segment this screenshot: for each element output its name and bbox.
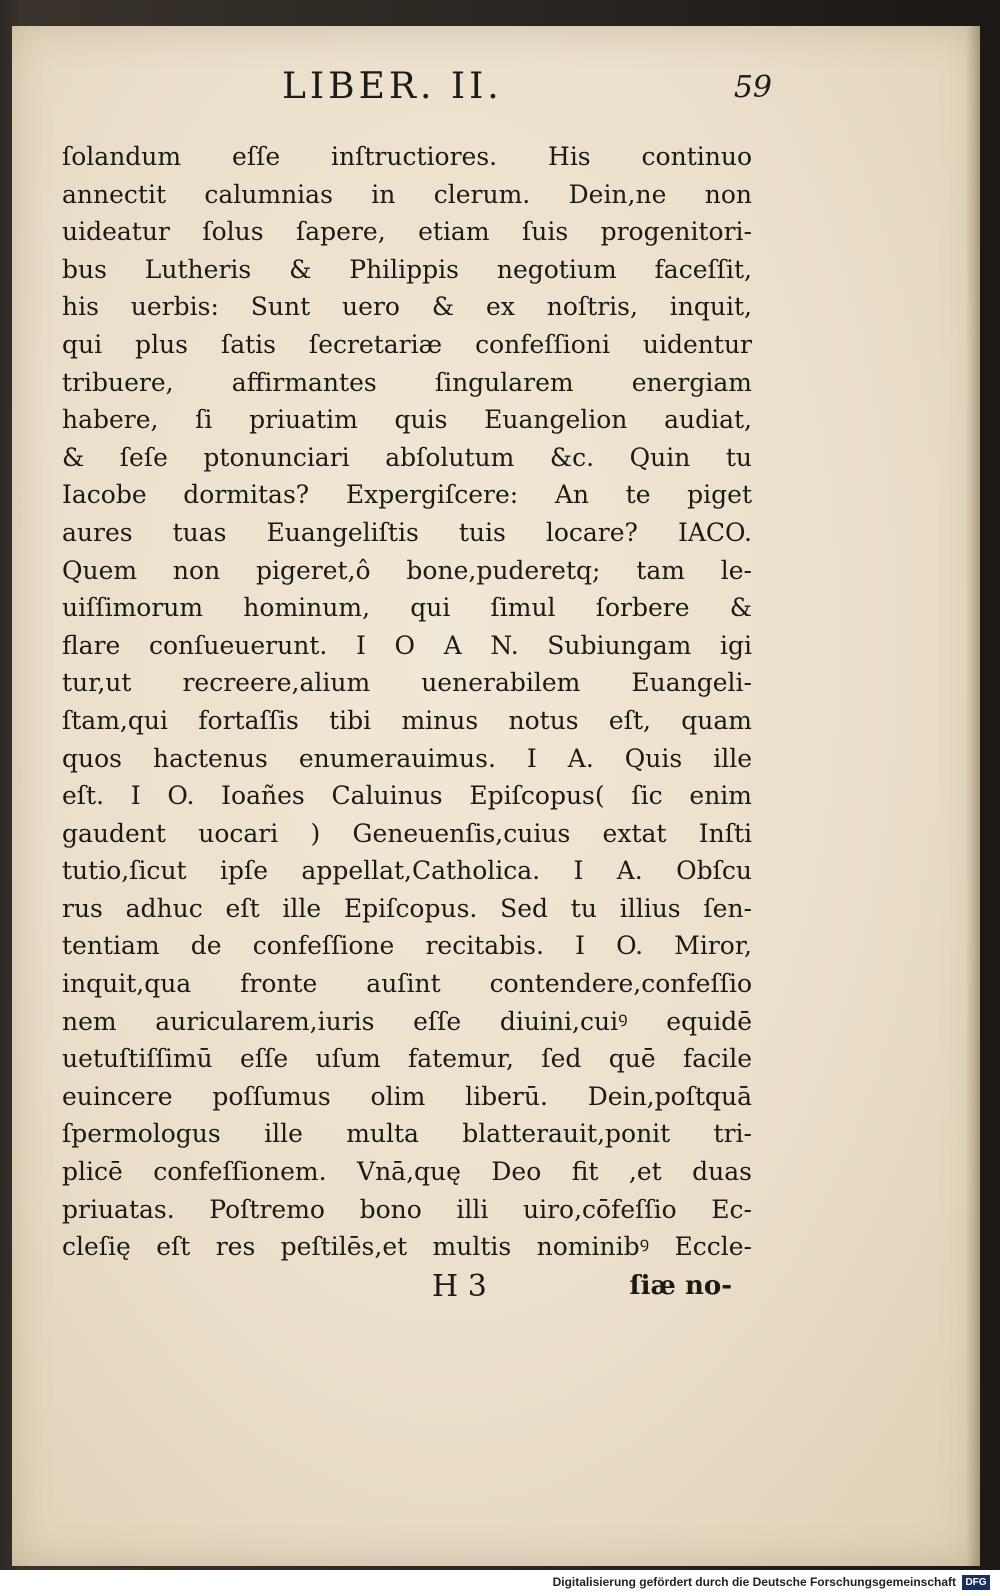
text-line: annectit calumnias in clerum. Dein,ne non [62,179,752,209]
text-line: plicē confeſſionem. Vnā,quę Deo fit ,et duas [62,1157,752,1187]
text-line: uetuſtiſſimū eſſe uſum fatemur, ſed quē facile [62,1044,752,1074]
text-line: quos hactenus enumerauimus. I A. Quis ille [62,743,752,773]
text-line: Quem non pigeret,ô bone,puderetq; tam le- [62,555,752,585]
page-footer [432,1269,732,1309]
text-line: his uerbis: Sunt uero & ex noſtris, inquit, [62,292,752,322]
text-block [62,138,752,1266]
page-header [282,66,772,126]
text-line: aures tuas Euangeliſtis tuis locare? IACO. [62,517,752,547]
signature-mark: H 3 [432,1269,487,1304]
text-line: tribuere, affirmantes ſingularem energiam [62,367,752,397]
running-head: LIBER. II. [282,66,503,107]
page-edge-shadow [966,26,980,1566]
text-line: gaudent uocari ) Geneuenſis,cuius extat Inſti [62,818,752,848]
text-line: euincere poſſumus olim liberū. Dein,poſtquā [62,1081,752,1111]
text-line: ſolandum eſſe inſtructiores. His continuo [62,142,752,171]
text-line: cleſię eſt res peſtilēs,et multis nominibꝰ Eccle- [62,1232,752,1262]
text-line: qui plus ſatis ſecretariæ confeſſioni uidentur [62,329,752,359]
text-line: nem auricularem,iuris eſſe diuini,cuiꝰ equidē [62,1006,752,1036]
text-line: Iacobe dormitas? Expergiſcere: An te piget [62,480,752,510]
text-line: bus Lutheris & Philippis negotium faceſſit, [62,254,752,284]
text-line: inquit,qua fronte auſint contendere,confeſſio [62,969,752,999]
text-line: tutio,ſicut ipſe appellat,Catholica. I A. Obſcu [62,856,752,886]
text-line: eſt. I O. Ioañes Caluinus Epiſcopus( ſic enim [62,781,752,811]
book-page [12,26,980,1566]
text-line: tur,ut recreere,alium uenerabilem Euangeli- [62,668,752,698]
digitization-credit: Digitalisierung gefördert durch die Deutsche Forschungsgemeinschaft [552,1575,956,1589]
text-line: ſtam,qui fortaſſis tibi minus notus eſt, quam [62,705,752,735]
text-line: uiſſimorum hominum, qui ſimul ſorbere & [62,593,752,623]
folio-number: 59 [733,70,772,105]
credit-strip [0,1570,1000,1596]
text-line: rus adhuc eſt ille Epiſcopus. Sed tu illius ſen- [62,893,752,923]
text-line: uideatur ſolus ſapere, etiam ſuis progenitori- [62,217,752,247]
text-line: flare conſueuerunt. I O A N. Subiungam igi [62,630,752,660]
text-line: habere, ſi priuatim quis Euangelion audiat, [62,405,752,435]
text-line: tentiam de confeſſione recitabis. I O. Miror, [62,931,752,961]
text-line: ſpermologus ille multa blatterauit,ponit tri- [62,1119,752,1149]
text-line: priuatas. Poſtremo bono illi uiro,cōfeſſio Ec- [62,1194,752,1224]
catchword: ſiæ no- [629,1271,732,1301]
dfg-logo-icon: DFG [962,1575,990,1590]
text-line: & ſeſe ptonunciari abſolutum &c. Quin tu [62,442,752,472]
